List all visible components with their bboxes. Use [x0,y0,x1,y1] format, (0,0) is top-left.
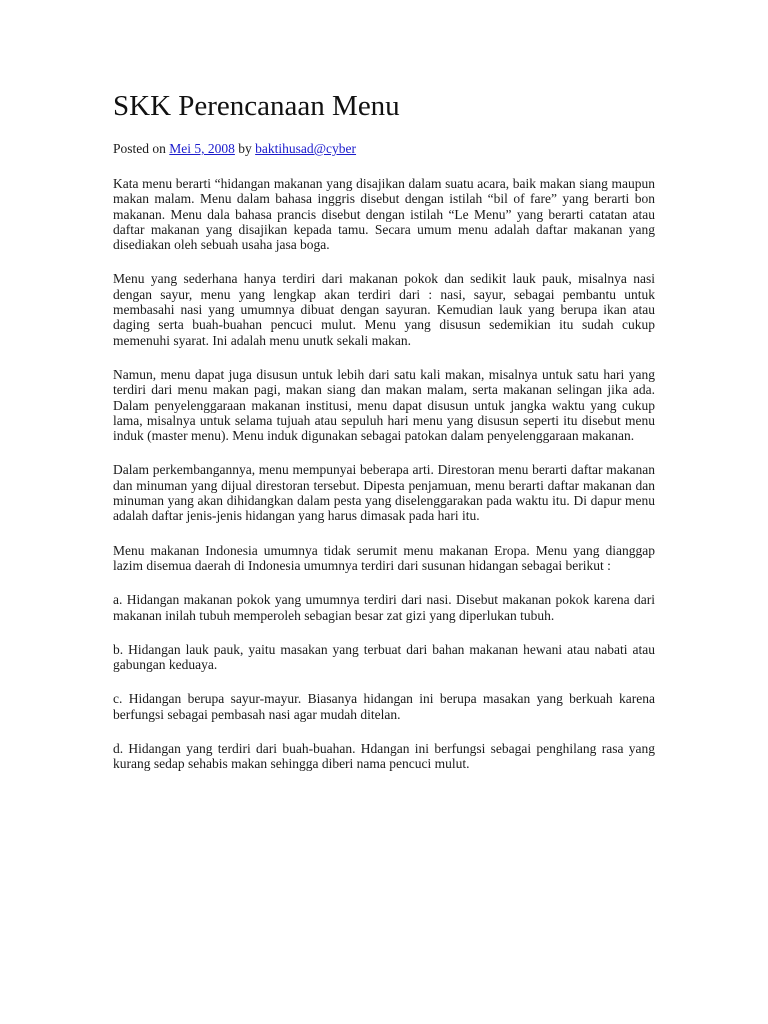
post-date-link[interactable]: Mei 5, 2008 [169,141,235,156]
author-link[interactable]: baktihusad@cyber [255,141,357,156]
list-item-vegetables: c. Hidangan berupa sayur-mayur. Biasanya hidangan ini berupa masakan yang berkuah karena berfungsi sebagai pembasah nasi agar mudah ditelan. [113,691,655,722]
post-meta [113,140,655,158]
paragraph-simple-menu: Menu yang sederhana hanya terdiri dari makanan pokok dan sedikit lauk pauk, misalnya nasi dengan sayur, menu yang lengkap akan terdiri dari : nasi, sayur, sebagai pembantu untuk membasahi nasi yang umumnya dibuat dengan sayuran. Kemudian lauk yang berupa ikan atau daging serta buah-buahan pencuci mulut. Menu yang disusun sedemikian itu sudah cukup memenuhi syarat. Ini adalah menu unutk sekali makan. [113,271,655,348]
list-item-staple: a. Hidangan makanan pokok yang umumnya terdiri dari nasi. Disebut makanan pokok karena dari makanan inilah tubuh memperoleh sebagian besar zat gizi yang diperlukan tubuh. [113,592,655,623]
by-label: by [238,141,252,156]
list-item-fruit: d. Hidangan yang terdiri dari buah-buahan. Hdangan ini berfungsi sebagai penghilang rasa yang kurang sedap sehabis makan sehingga diberi nama pencuci mulut. [113,741,655,772]
article [113,88,655,791]
posted-on-label: Posted on [113,141,166,156]
paragraph-intro: Kata menu berarti “hidangan makanan yang disajikan dalam suatu acara, baik makan siang maupun makan malam. Menu dalam bahasa inggris disebut dengan istilah “bil of fare” yang berarti bon makanan. Menu dala bahasa prancis disebut dengan istilah “Le Menu” yang berarti catatan atau daftar makanan yang disajikan kepada tamu. Secara umum menu adalah daftar makanan yang disediakan oleh sebuah usaha jasa boga. [113,176,655,253]
paragraph-meanings: Dalam perkembangannya, menu mempunyai beberapa arti. Direstoran menu berarti daftar makanan dan minuman yang dijual direstoran tersebut. Dipesta penjamuan, menu berarti daftar makanan dan minuman yang akan dihidangkan dalam pesta yang diselenggarakan pada waktu itu. Di dapur menu adalah daftar jenis-jenis hidangan yang harus dimasak pada hari itu. [113,462,655,524]
paragraph-master-menu: Namun, menu dapat juga disusun untuk lebih dari satu kali makan, misalnya untuk satu hari yang terdiri dari menu makan pagi, makan siang dan makan malam, serta makanan selingan jika ada. Dalam penyelenggaraan makanan institusi, menu dapat disusun untuk jangka waktu yang cukup lama, misalnya untuk selama tujuah atau sepuluh hari menu yang disusun seperti itu disebut menu induk (master menu). Menu induk digunakan sebagai patokan dalam penyelenggaraan makanan. [113,366,655,444]
paragraph-indonesian-menu: Menu makanan Indonesia umumnya tidak serumit menu makanan Eropa. Menu yang dianggap lazim disemua daerah di Indonesia umumnya terdiri dari susunan hidangan sebagai berikut : [113,542,655,573]
page-title: SKK Perencanaan Menu [113,90,400,122]
list-item-side-dish: b. Hidangan lauk pauk, yaitu masakan yang terbuat dari bahan makanan hewani atau nabati atau gabungan keduaya. [113,641,655,673]
